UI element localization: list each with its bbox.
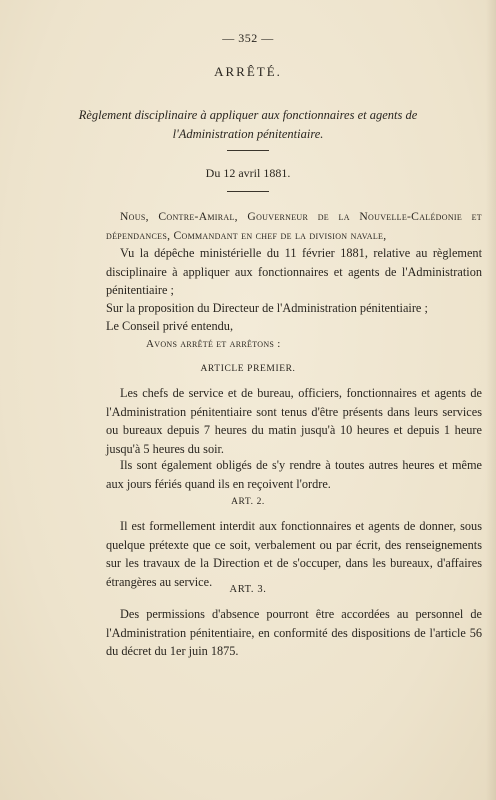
consideration-vu: Vu la dépêche ministérielle du 11 février 1881, relative au règlement disciplinaire à appliquer aux fonctionnaires et agents de l'Administration pénitentiaire ; xyxy=(106,246,482,297)
divider-rule-top xyxy=(227,150,269,151)
page-number: — 352 — xyxy=(222,31,274,45)
document-heading: ARRÊTÉ. xyxy=(214,64,282,79)
article-1-paragraph-1: Les chefs de service et de bureau, officiers, fonctionnaires et agents de l'Administration pénitentiaire sont tenus d'être présents dans leurs services ou bureaux depuis 7 heures du matin jusqu'à 10 heures et depuis 1 heure jusqu'à 5 heures du soir. xyxy=(106,386,482,456)
article-3-title: ART. 3. xyxy=(229,584,267,595)
decree-formula: Avons arrêté et arrêtons : xyxy=(146,338,281,350)
article-1-paragraph-2: Ils sont également obligés de s'y rendre à toutes autres heures et même aux jours fériés quand ils en reçoivent l'ordre. xyxy=(106,458,482,491)
consideration-sur: Sur la proposition du Directeur de l'Administration pénitentiaire ; xyxy=(106,301,428,315)
consideration-conseil: Le Conseil privé entendu, xyxy=(106,319,234,333)
article-3-paragraph-1: Des permissions d'absence pourront être accordées au personnel de l'Administration pénitentiaire, en conformité des dispositions de l'article 56 du décret du 1er juin 1875. xyxy=(106,607,482,658)
page-edge-shadow xyxy=(486,0,496,800)
preamble: Nous, Contre-Amiral, Gouverneur de la Nouvelle-Calédonie et dépendances, Commandant en chef de la division navale, xyxy=(106,210,482,242)
article-2-title: ART. 2. xyxy=(231,497,265,507)
article-2-paragraph-1: Il est formellement interdit aux fonctionnaires et agents de donner, sous quelque prétexte que ce soit, verbalement ou par écrit, des renseignements sur les travaux de la Direction et de s'occuper, dans les bureaux, d'affaires étrangères au service. xyxy=(106,519,482,589)
document-date: Du 12 avril 1881. xyxy=(205,166,291,180)
document-subtitle: Règlement disciplinaire à appliquer aux fonctionnaires et agents de l'Administration pénitentiaire. xyxy=(78,108,418,141)
divider-rule-bottom xyxy=(227,191,269,192)
article-1-title: ARTICLE PREMIER. xyxy=(200,364,296,374)
